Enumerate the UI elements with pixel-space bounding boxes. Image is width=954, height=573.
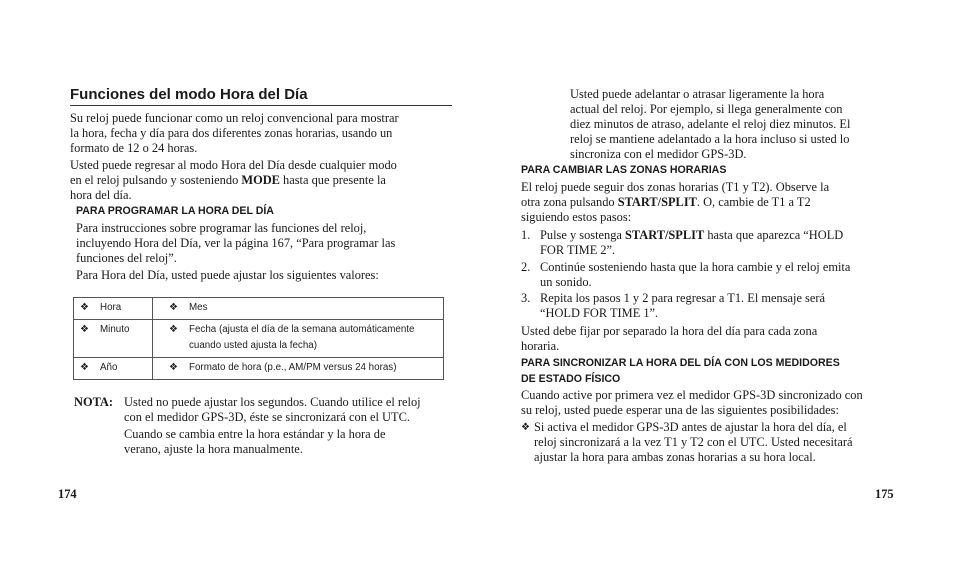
note-paragraph-2: [124, 427, 454, 457]
diamond-bullet-icon: ❖: [80, 324, 89, 335]
intro1-line: Su reloj puede funcionar como un reloj convencional para mostrar: [70, 111, 399, 125]
table-cell: [153, 298, 444, 320]
table-cell-text: Minuto: [100, 324, 130, 335]
diamond-bullet-icon: ❖: [169, 362, 178, 373]
page-number-right: 175: [875, 487, 894, 501]
separate-paragraph: [521, 324, 901, 354]
sync-paragraph: [521, 388, 903, 418]
table-cell-text: Fecha (ajusta el día de la semana automáticamente: [189, 324, 415, 335]
table-cell: [74, 358, 153, 380]
continued-line: diez minutos de atraso, adelante el reloj diez minutos. El: [570, 117, 851, 131]
diamond-bullet-icon: ❖: [169, 302, 178, 313]
note1-line: con el medidor GPS-3D, éste se sincronizará con el UTC.: [124, 410, 410, 424]
step-line: Continúe sosteniendo hasta que la hora cambie y el reloj emita: [540, 260, 851, 274]
note-paragraph-1: [124, 395, 454, 425]
intro2-text: hasta que presente la: [279, 173, 386, 187]
heading-program: PARA PROGRAMAR LA HORA DEL DÍA: [76, 205, 274, 217]
bullet-paragraph: [534, 420, 904, 465]
note1-line: Usted no puede ajustar los segundos. Cuando utilice el reloj: [124, 395, 421, 409]
step-line: un sonido.: [540, 275, 592, 289]
bullet-line: reloj sincronizará a la vez T1 y T2 con el UTC. Usted necesitará: [534, 435, 853, 449]
table-row: [74, 298, 444, 320]
continued-line: reloj se mantiene adelantado a la hora incluso si usted lo: [570, 132, 850, 146]
continued-line: actual del reloj. Por ejemplo, si llega generalmente con: [570, 102, 843, 116]
program-paragraph-1: [76, 221, 456, 266]
table-cell-text: Formato de hora (p.e., AM/PM versus 24 horas): [189, 362, 397, 373]
step-text: hasta que aparezca “HOLD: [704, 228, 844, 242]
settings-table: [73, 297, 444, 380]
bullet-line: Si activa el medidor GPS-3D antes de ajustar la hora del día, el: [534, 420, 847, 434]
zones-line: siguiendo estos pasos:: [521, 210, 632, 224]
bullet-line: ajustar la hora para ambas zonas horarias a su hora local.: [534, 450, 816, 464]
note2-line: verano, ajuste la hora manualmente.: [124, 442, 303, 456]
program1-line: funciones del reloj”.: [76, 251, 177, 265]
table-cell-text: Mes: [189, 302, 208, 313]
section-title: Funciones del modo Hora del Día: [70, 86, 452, 106]
intro-paragraph-1: [70, 111, 454, 156]
step-2: [540, 260, 902, 290]
table-row: [74, 320, 444, 358]
start-split-label: START/SPLIT: [625, 228, 705, 242]
mode-button-label: MODE: [241, 173, 280, 187]
heading-sync: [521, 356, 840, 387]
table-cell-text: cuando usted ajusta la fecha): [189, 340, 317, 351]
intro-paragraph-2: [70, 158, 454, 203]
zones-text: otra zona pulsando: [521, 195, 618, 209]
zones-text: . O, cambie de T1 a T2: [696, 195, 811, 209]
intro2-line: Usted puede regresar al modo Hora del Día desde cualquier modo: [70, 158, 397, 172]
step-number: 1.: [521, 228, 531, 242]
table-row: [74, 358, 444, 380]
intro1-line: formato de 12 o 24 horas.: [70, 141, 198, 155]
step-line: FOR TIME 2”.: [540, 243, 616, 257]
zones-paragraph: [521, 180, 901, 225]
diamond-bullet-icon: ❖: [521, 422, 530, 433]
diamond-bullet-icon: ❖: [80, 302, 89, 313]
table-cell-text: Hora: [100, 302, 122, 313]
step-number: 2.: [521, 260, 531, 274]
step-line: Repita los pasos 1 y 2 para regresar a T1. El mensaje será: [540, 291, 826, 305]
program1-line: incluyendo Hora del Día, ver la página 167, “Para programar las: [76, 236, 396, 250]
start-split-label: START/SPLIT: [617, 195, 697, 209]
diamond-bullet-icon: ❖: [169, 324, 178, 335]
table-cell: [74, 298, 153, 320]
step-line: “HOLD FOR TIME 1”.: [540, 306, 659, 320]
heading-sync-line: DE ESTADO FÍSICO: [521, 372, 621, 385]
table-cell: [153, 358, 444, 380]
step-3: [540, 291, 902, 321]
note-label: NOTA:: [74, 395, 114, 409]
table-cell: [74, 320, 153, 358]
intro1-line: la hora, fecha y día para dos diferentes zonas horarias, usando un: [70, 126, 393, 140]
intro2-line: [70, 173, 454, 188]
diamond-bullet-icon: ❖: [80, 362, 89, 373]
step-text: Pulse y sostenga: [540, 228, 626, 242]
separate-line: horaria.: [521, 339, 560, 353]
intro2-line: hora del día.: [70, 188, 132, 202]
continued-line: Usted puede adelantar o atrasar ligeramente la hora: [570, 87, 825, 101]
intro2-text: en el reloj pulsando y sosteniendo: [70, 173, 242, 187]
step-line: [540, 228, 902, 243]
program-paragraph-2: Para Hora del Día, usted puede ajustar los siguientes valores:: [76, 268, 379, 282]
zones-line: [521, 195, 901, 210]
zones-line: El reloj puede seguir dos zonas horarias (T1 y T2). Observe la: [521, 180, 830, 194]
note2-line: Cuando se cambia entre la hora estándar y la hora de: [124, 427, 386, 441]
continued-line: sincroniza con el medidor GPS-3D.: [570, 147, 747, 161]
right-page: [521, 0, 899, 573]
left-page: [58, 0, 452, 573]
step-1: [540, 228, 902, 258]
program1-line: Para instrucciones sobre programar las funciones del reloj,: [76, 221, 367, 235]
step-number: 3.: [521, 291, 531, 305]
table-cell: [153, 320, 444, 358]
table-cell-text: Año: [100, 362, 118, 373]
page-number-left: 174: [58, 487, 77, 501]
separate-line: Usted debe fijar por separado la hora del día para cada zona: [521, 324, 818, 338]
sync-line: su reloj, usted puede esperar una de las siguientes posibilidades:: [521, 403, 839, 417]
sync-line: Cuando active por primera vez el medidor GPS-3D sincronizado con: [521, 388, 863, 402]
continued-paragraph: [570, 87, 900, 162]
heading-zones: PARA CAMBIAR LAS ZONAS HORARIAS: [521, 164, 727, 176]
heading-sync-line: PARA SINCRONIZAR LA HORA DEL DÍA CON LOS MEDIDORES: [521, 357, 840, 369]
